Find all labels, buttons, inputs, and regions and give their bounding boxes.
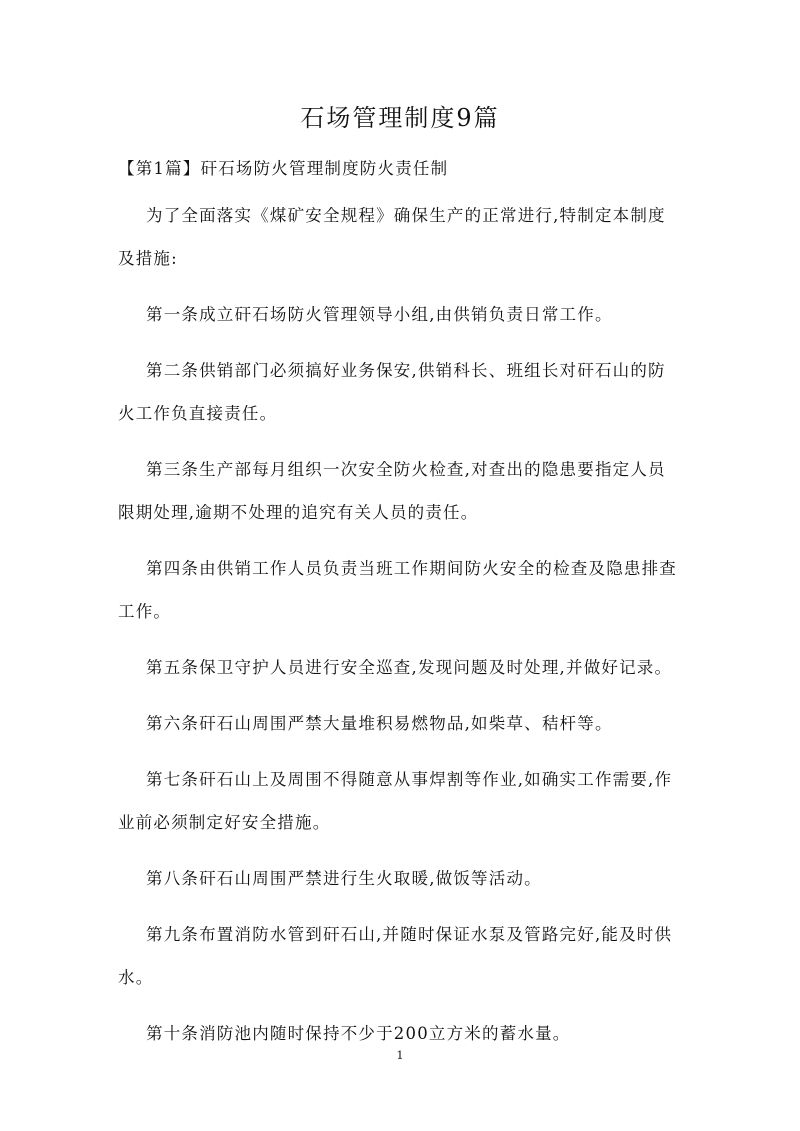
paragraph-article-7: 第七条矸石山上及周围不得随意从事焊割等作业,如确实工作需要,作业前必须制定好安全措施。 <box>118 770 673 832</box>
section-heading: 【第1篇】矸石场防火管理制度防火责任制 <box>118 159 449 178</box>
paragraph-article-2: 第二条供销部门必须搞好业务保安,供销科长、班组长对矸石山的防火工作负直接责任。 <box>118 361 666 423</box>
page-number: 1 <box>396 1049 404 1062</box>
paragraph-article-4: 第四条由供销工作人员负责当班工作期间防火安全的检查及隐患排查工作。 <box>118 559 677 621</box>
paragraph-article-3: 第三条生产部每月组织一次安全防火检查,对查出的隐患要指定人员限期处理,逾期不处理的追究有关人员的责任。 <box>118 460 666 522</box>
paragraph-article-9: 第九条布置消防水管到矸石山,并随时保证水泵及管路完好,能及时供水。 <box>118 925 673 987</box>
document-body <box>118 194 683 1068</box>
paragraph-intro: 为了全面落实《煤矿安全规程》确保生产的正常进行,特制定本制度及措施: <box>118 206 666 268</box>
paragraph-article-5: 第五条保卫守护人员进行安全巡查,发现问题及时处理,并做好记录。 <box>146 658 673 677</box>
paragraph-article-8: 第八条矸石山周围严禁进行生火取暖,做饭等活动。 <box>146 869 542 888</box>
paragraph-article-1: 第一条成立矸石场防火管理领导小组,由供销负责日常工作。 <box>146 305 613 324</box>
document-title: 石场管理制度9篇 <box>300 104 500 132</box>
paragraph-article-6: 第六条矸石山周围严禁大量堆积易燃物品,如柴草、秸杆等。 <box>146 714 613 733</box>
paragraph-article-10: 第十条消防池内随时保持不少于200立方米的蓄水量。 <box>146 1024 571 1043</box>
